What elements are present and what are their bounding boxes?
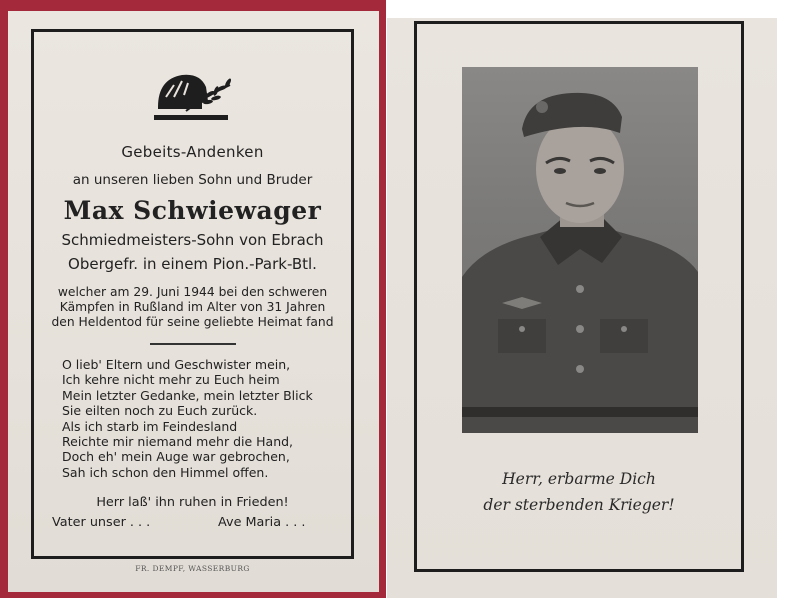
deceased-name: Max Schwiewager xyxy=(63,196,322,225)
prayer-vater-unser: Vater unser . . . xyxy=(52,515,151,530)
soldier-portrait-photo xyxy=(462,67,698,433)
rank-unit-line: Obergefr. in einem Pion.-Park-Btl. xyxy=(68,255,317,273)
poem-line: Ich kehre nicht mehr zu Euch heim xyxy=(62,372,280,388)
death-line-1: welcher am 29. Juni 1944 bei den schweren xyxy=(57,285,328,299)
death-line-3: den Heldentod für seine geliebte Heimat fand xyxy=(51,315,334,329)
card-heading: Gebeits-Andenken xyxy=(121,143,264,161)
soldier-portrait-icon xyxy=(462,67,698,433)
poem-line: Reichte mir niemand mehr die Hand, xyxy=(62,433,294,449)
prayer-ave-maria: Ave Maria . . . xyxy=(218,515,306,530)
death-line-2: Kämpfen in Rußland im Alter von 31 Jahren xyxy=(59,300,326,314)
origin-line: Schmiedmeisters-Sohn von Ebrach xyxy=(61,231,324,249)
caption-line-2: der sterbenden Krieger! xyxy=(483,496,675,514)
memorial-poem xyxy=(62,357,313,480)
poem-line: Sah ich schon den Himmel offen. xyxy=(62,464,269,480)
caption-line-1: Herr, erbarme Dich xyxy=(502,470,656,488)
poem-line: O lieb' Eltern und Geschwister mein, xyxy=(62,357,291,372)
poem-line: Sie eilten noch zu Euch zurück. xyxy=(62,403,258,419)
helmet-emblem-icon xyxy=(152,67,234,123)
printer-imprint: FR. DEMPF, WASSERBURG xyxy=(135,564,250,573)
intro-line: an unseren lieben Sohn und Bruder xyxy=(72,172,313,188)
poem-line: Als ich starb im Feindesland xyxy=(62,418,238,434)
poem-line: Doch eh' mein Auge war gebrochen, xyxy=(62,449,290,465)
rest-in-peace-line: Herr laß' ihn ruhen in Frieden! xyxy=(96,495,289,510)
poem-line: Mein letzter Gedanke, mein letzter Blick xyxy=(62,387,313,403)
section-divider xyxy=(150,343,236,345)
